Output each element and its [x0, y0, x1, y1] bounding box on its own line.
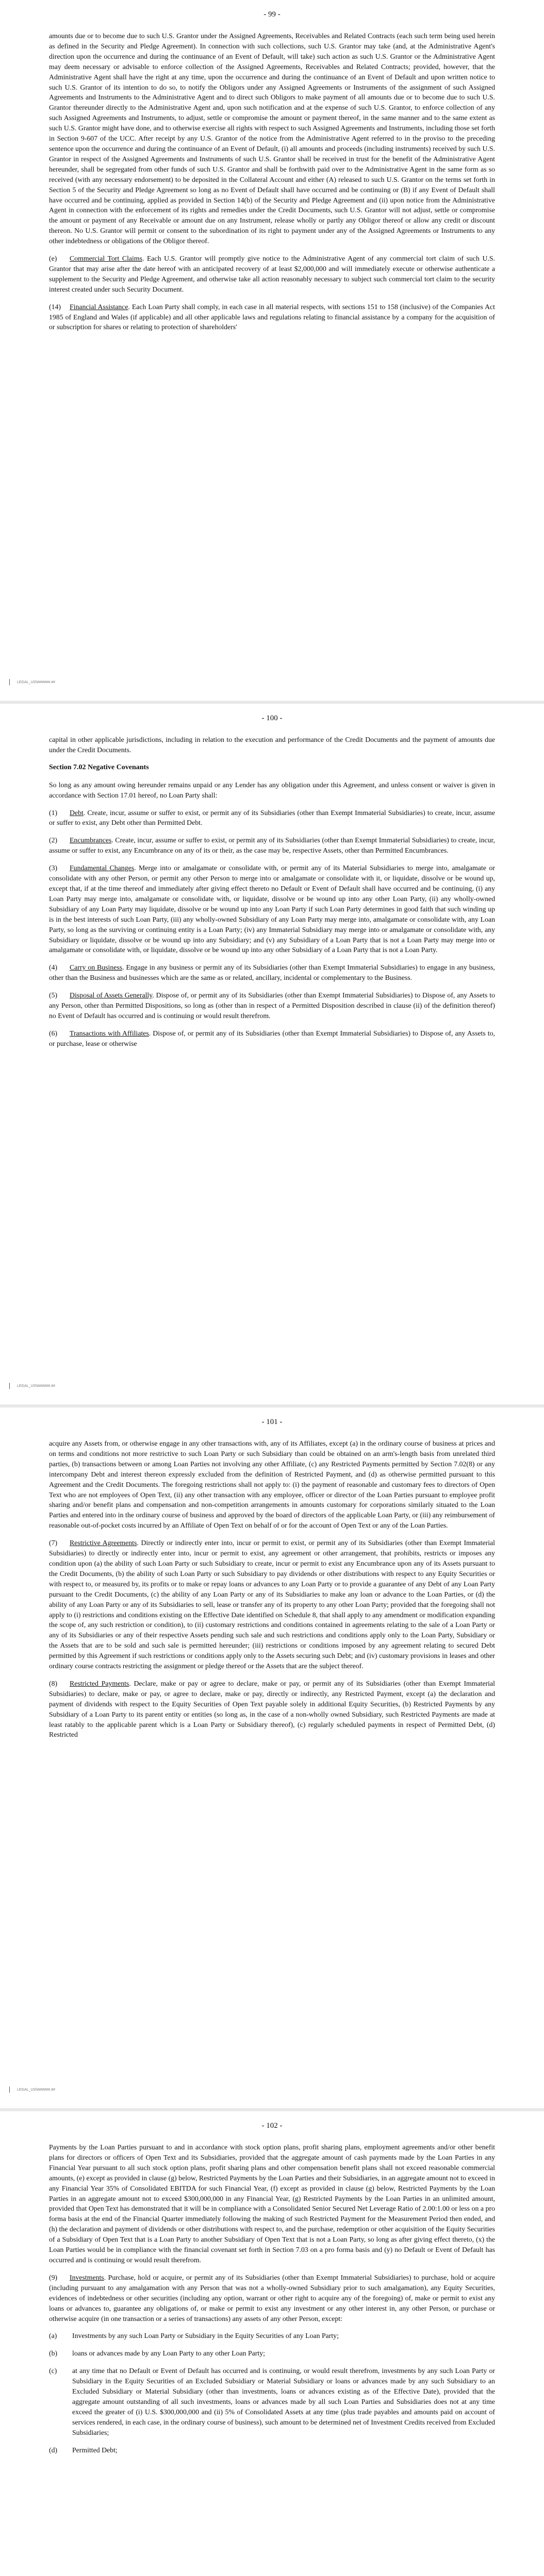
page-body: [49, 1438, 495, 1740]
clause-text: . Engage in any business or permit any of its Subsidiaries (other than Exempt Immaterial Subsidiaries) to engage in any business, other than the Business and businesses which are the same as or related, ancillary, incidental or complementary to the Business.: [49, 963, 495, 982]
clause-number: (e): [49, 255, 57, 263]
page-body: [49, 31, 495, 332]
clause-fundamental-changes: [49, 863, 495, 955]
clause-number: (6): [49, 1029, 58, 1037]
clause-heading: Debt: [70, 808, 84, 817]
page-number: - 100 -: [261, 714, 283, 722]
item-letter: (b): [49, 2349, 58, 2358]
clause-heading: Commercial Tort Claims: [70, 255, 142, 263]
clause-heading: Fundamental Changes: [70, 864, 135, 872]
clause-text: . Declare, make or pay or agree to declare, make or pay, or permit any of its Subsidiaries (other than Exempt Immaterial Subsidiaries) to declare, make or pay, or agree to declare, make or pay, directly or indirectly, any Restricted Payment, except (a) the declaration and payment of dividends with respect to the Equity Securities of Open Text payable solely in additional Equity Securities, (b) Restricted Payments by any Subsidiary of a Loan Party to its parent entity or entities (so long as, in the case of a non-wholly owned Subsidiary, such Restricted Payments are made at least ratably to the applicable parent which is a Loan Party or Subsidiary thereof), (c) regularly scheduled payments in respect of Permitted Debt, (d) Restricted: [49, 1679, 495, 1739]
page-footer: [9, 2087, 55, 2093]
section-heading: Section 7.02 Negative Covenants: [49, 763, 149, 771]
item-text: Permitted Debt;: [72, 2446, 118, 2454]
paragraph: acquire any Assets from, or otherwise engage in any other transactions with, any of its Affiliates, except (a) in the ordinary course of business at prices and on terms and conditions not more restrictive to such Loan Party or such Subsidiary than could be obtained on an arm's-length basis from unrelated third parties, (b) transactions between or among Loan Parties not involving any other Affiliate, (c) any Restricted Payments permitted by Section 7.02(8) or any intercompany Debt and interest thereon expressly excluded from the definition of Restricted Payment, and (d) as otherwise permitted pursuant to this Agreement and the Credit Documents. The foregoing restrictions shall not apply to: (i) the payment of reasonable and customary fees to directors of Open Text who are not employees of Open Text, (ii) any other transaction with any employee, officer or director of the Loan Parties pursuant to employee profit sharing and/or benefit plans and compensation and non-competition arrangements in amounts customary for corporations similarly situated to the Loan Parties and entered into in the ordinary course of business and approved by the board of directors of the applicable Loan Party, or (iii) any reimbursement of reasonable out-of-pocket costs incurred by an Affiliate of Open Text on behalf of or for the account of Open Text or any of the Loan Parties.: [49, 1439, 495, 1530]
clause-number: (5): [49, 991, 58, 999]
paragraph: So long as any amount owing hereunder remains unpaid or any Lender has any obligation under this Agreement, and unless consent or waiver is given in accordance with Section 17.01 hereof, no Loan Party shall:: [49, 781, 495, 799]
document-page: [0, 1408, 544, 2108]
page-number: - 102 -: [261, 2122, 283, 2130]
clause-number: (7): [49, 1539, 58, 1547]
clause-number: (14): [49, 302, 61, 311]
clause-debt: [49, 808, 495, 828]
clause-number: (8): [49, 1679, 58, 1687]
clause-heading: Transactions with Affiliates: [70, 1029, 149, 1037]
clause-text: . Dispose of, or permit any of its Subsidiaries (other than Exempt Immaterial Subsidiaries) to Dispose of, any Assets to, or purchase, lease or otherwise: [49, 1029, 495, 1047]
clause-financial-assistance: [49, 302, 495, 333]
item-letter: (a): [49, 2332, 57, 2340]
page-footer: [9, 1383, 55, 1389]
clause-commercial-tort-claims: [49, 253, 495, 295]
clause-heading: Restrictive Agreements: [70, 1539, 137, 1547]
clause-text: . Purchase, hold or acquire, or permit any of its Subsidiaries (other than Exempt Immaterial Subsidiaries) to purchase, hold or acquire (including pursuant to any amalgamation with any Person that was not a wholly-owned Subsidiary prior to such amalgamation), any Equity Securities, evidences of indebtedness or other securities (including any option, warrant or other right to acquire any of the foregoing) of, make or permit to exist any loans or advances to, guarantee any obligations of, or make or permit to exist any investment or any other interest in, any other Person, or purchase or otherwise acquire (in one transaction or a series of transactions) any assets of any other Person, except:: [49, 2273, 495, 2323]
item-letter: (c): [49, 2367, 57, 2375]
document-page: [0, 704, 544, 1404]
page-body: [49, 735, 495, 1049]
page-body: [49, 2142, 495, 2455]
clause-transactions-with-affiliates: [49, 1028, 495, 1049]
paragraph: amounts due or to become due to such U.S. Grantor under the Assigned Agreements, Receivables and Related Contracts (each such term being used herein as defined in the Security and Pledge Agreement). In connection with such collections, such U.S. Grantor may take (and, at the Administrative Agent's direction upon the occurrence and during the continuance of an Event of Default, will take) such action as such U.S. Grantor or the Administrative Agent may deem necessary or advisable to enforce collection of the Assigned Agreements, Receivables and Related Contracts; provided, however, that the Administrative Agent shall have the right at any time, upon the occurrence and during the continuance of an Event of Default and upon written notice to such U.S. Grantor of its intention to do so, to notify the Obligors under any Assigned Agreements or Instruments of the assignment of such Assigned Agreements and Instruments to the Administrative Agent and to direct such Obligors to make payment of all amounts due or to become due to such U.S. Grantor thereunder directly to the Administrative Agent and, upon such notification and at the expense of such U.S. Grantor, to enforce collection of any such Assigned Agreements and Instruments, to adjust, settle or compromise the amount or payment thereof, in the same manner and to the same extent as such U.S. Grantor might have done, and to otherwise exercise all rights with respect to such Assigned Agreements and Instruments, including those set forth in Section 9-607 of the UCC. After receipt by any U.S. Grantor of the notice from the Administrative Agent referred to in the proviso to the preceding sentence upon the occurrence and during the continuance of an Event of Default, (i) all amounts and proceeds (including instruments) received by such U.S. Grantor in respect of the Assigned Agreements and Instruments of such U.S. Grantor shall be received in trust for the benefit of the Administrative Agent hereunder, shall be segregated from other funds of such U.S. Grantor and shall be forthwith paid over to the Administrative Agent in the same form as so received (with any necessary endorsement) to be deposited in the Collateral Account and either (A) released to such U.S. Grantor on the terms set forth in Section 5 of the Security and Pledge Agreement so long as no Event of Default shall have occurred and be continuing or (B) if any Event of Default shall have occurred and be continuing, applied as provided in Section 14(b) of the Security and Pledge Agreement and (ii) upon notice from the Administrative Agent in connection with the enforcement of its rights and remedies under the Credit Documents, such U.S. Grantor will not adjust, settle or compromise the amount or payment of any Receivable or amount due on any Instrument, release wholly or partly any Obligor thereof or allow any credit or discount thereon. No U.S. Grantor will permit or consent to the subordination of its right to payment under any of the Assigned Agreements or Instruments to any other indebtedness or obligations of the Obligor thereof.: [49, 32, 495, 245]
margin-mark: [9, 679, 10, 685]
item-text: at any time that no Default or Event of Default has occurred and is continuing, or would result therefrom, investments by any such Loan Party or Subsidiary in the Equity Securities of an Excluded Subsidiary or Material Subsidiary or loans or advances made by any such Subsidiary to an Excluded Subsidiary or Material Subsidiary (other than investments, loans or advances existing as of the Effective Date), provided that the aggregate amount outstanding of all such investments, loans or advances made by all such Loan Parties and Subsidiaries does not at any time exceed the greater of (i) U.S. $300,000,000 and (ii) 5% of Consolidated Assets at any time (plus trade payables and amounts paid on account of services rendered, in each case, in the ordinary course of business), such amount to be determined net of Investment Credits received from Excluded Subsidiaries;: [72, 2367, 495, 2436]
item-text: loans or advances made by any Loan Party to any other Loan Party;: [72, 2349, 265, 2358]
page-number: - 101 -: [261, 1418, 283, 1426]
paragraph: capital in other applicable jurisdictions, including in relation to the execution and performance of the Credit Documents and the payment of amounts due under the Credit Documents.: [49, 736, 495, 754]
clause-heading: Carry on Business: [70, 963, 123, 972]
list-item: [49, 2366, 495, 2437]
clause-text: . Create, incur, assume or suffer to exist, or permit any of its Subsidiaries (other than Exempt Immaterial Subsidiaries) to create, incur, assume or suffer to exist, any Encumbrance on any of its or their, as the case may be, respective Assets, other than Permitted Encumbrances.: [49, 836, 495, 855]
clause-heading: Financial Assistance: [70, 302, 128, 311]
clause-text: . Dispose of, or permit any of its Subsidiaries (other than Exempt Immaterial Subsidiaries) to Dispose of, any Assets to any Person, other than Permitted Dispositions, so long as (other than in respect of a Permitted Disposition described in clause (ii) of the definition thereof) no Event of Default has occurred and is continuing or would result therefrom.: [49, 991, 495, 1020]
clause-heading: Disposal of Assets Generally: [70, 991, 153, 999]
page-number: - 99 -: [263, 10, 281, 19]
document-id: LEGAL_US\W#####.##: [17, 1384, 55, 1388]
clause-carry-on-business: [49, 962, 495, 983]
clause-text: . Create, incur, assume or suffer to exist, or permit any of its Subsidiaries (other than Exempt Immaterial Subsidiaries) to create, incur, assume or suffer to exist, any Debt other than Permitted Debt.: [49, 808, 495, 827]
clause-heading: Encumbrances: [70, 836, 112, 844]
clause-number: (2): [49, 836, 58, 844]
list-item: [49, 2348, 495, 2359]
clause-disposal-of-assets: [49, 990, 495, 1021]
page-footer: [9, 679, 55, 685]
paragraph: Payments by the Loan Parties pursuant to and in accordance with stock option plans, profit sharing plans, employment agreements and/or other benefit plans for directors or officers of Open Text and its Subsidiaries, provided that the aggregate amount of cash payments made by the Loan Parties in any Financial Year pursuant to all such stock option plans, profit sharing plans and other compensation benefit plans shall not exceed reasonable commercial amounts, (e) except as provided in clause (g) below, Restricted Payments by the Loan Parties and their Subsidiaries, in an aggregate amount not to exceed in any Financial Year 35% of Consolidated EBITDA for such Financial Year, (f) except as provided in clause (g) below, Restricted Payments by the Loan Parties in an aggregate amount not to exceed $300,000,000 in any Financial Year, (g) Restricted Payments by the Loan Parties in an unlimited amount, provided that Open Text has demonstrated that it will be in compliance with a Consolidated Senior Secured Net Leverage Ratio of 2.00:1.00 or less on a pro forma basis at the end of the Financial Quarter immediately following the making of such Restricted Payment for the Measurement Period then ended, and (h) the declaration and payment of dividends or other distributions with respect to, and the purchase, redemption or other acquisition of the Equity Securities of a Subsidiary of Open Text that is a Loan Party to another Subsidiary of Open Text that is not a Loan Party, so long as after giving effect thereto, (x) the Loan Parties would be in compliance with the financial covenant set forth in Section 7.03 on a pro forma basis and (y) no Default or Event of Default has occurred and is continuing or would result therefrom.: [49, 2143, 495, 2264]
list-item: [49, 2445, 495, 2455]
clause-encumbrances: [49, 835, 495, 856]
clause-text: . Each U.S. Grantor will promptly give notice to the Administrative Agent of any commercial tort claim of such U.S. Grantor that may arise after the date hereof with an anticipated recovery of at least $2,000,000 and will immediately execute or otherwise authenticate a supplement to the Security and Pledge Agreement, and otherwise take all action reasonably necessary to subject such commercial tort claim to the security interest created under such Security Document.: [49, 255, 496, 293]
item-text: Investments by any such Loan Party or Subsidiary in the Equity Securities of any Loan Party;: [72, 2332, 339, 2340]
clause-number: (9): [49, 2273, 58, 2281]
clause-heading: Restricted Payments: [70, 1679, 129, 1687]
margin-mark: [9, 1383, 10, 1389]
clause-investments: [49, 2273, 495, 2324]
list-item: [49, 2331, 495, 2341]
clause-number: (4): [49, 963, 58, 972]
document-id: LEGAL_US\W#####.##: [17, 2088, 55, 2092]
clause-text: . Each Loan Party shall comply, in each case in all material respects, with sections 151 to 158 (inclusive) of the Companies Act 1985 of England and Wales (if applicable) and all other applicable laws and regulations relating to financial assistance by a company for the acquisition of or subscription for shares or relating to protection of shareholders': [49, 302, 495, 331]
margin-mark: [9, 2087, 10, 2093]
clause-text: . Directly or indirectly enter into, incur or permit to exist, or permit any of its Subsidiaries (other than Exempt Immaterial Subsidiaries) to directly or indirectly enter into, incur or permit to exist, any agreement or other arrangement, that prohibits, restricts or imposes any condition upon (a) the ability of such Loan Party or such Subsidiary to create, incur or permit to exist any Encumbrance upon any of its Assets pursuant to the Credit Documents, (b) the ability of such Loan Party or such Subsidiary to pay dividends or other distributions with respect to any Equity Securities or with respect to, or measured by, its profits or to make or repay loans or advances to any Loan Party or to provide a guarantee of any Debt of any Loan Party pursuant to the Credit Documents, (c) the ability of any Loan Party or any of its Subsidiaries to make any loan or advance to the Loan Parties, or (d) the ability of any Loan Party or any of its Subsidiaries to sell, lease or transfer any of its property to any other Loan Party; provided that the foregoing shall not apply to (i) restrictions and conditions existing on the Effective Date identified on Schedule 8, that shall apply to any amendment or modification expanding the scope of, any such restriction or condition), to (ii) customary restrictions and conditions contained in agreements relating to the sale of a Loan Party or any of its Subsidiaries or any of their respective Assets pending such sale and such restrictions and conditions apply only to the Loan Party, Subsidiary or the Assets that are to be sold and such sale is permitted hereunder; (iii) restrictions or conditions imposed by any agreement relating to secured Debt permitted by this Agreement if such restrictions or conditions apply only to the Assets securing such Debt; and (iv) customary provisions in leases and other ordinary course contracts restricting the assignment or pledge thereof or the Assets that are the subject thereof.: [49, 1539, 495, 1670]
clause-heading: Investments: [70, 2273, 104, 2281]
document-id: LEGAL_US\W#####.##: [17, 680, 55, 684]
clause-number: (1): [49, 808, 58, 817]
item-letter: (d): [49, 2446, 58, 2454]
clause-number: (3): [49, 864, 58, 872]
clause-text: . Merge into or amalgamate or consolidate with, or permit any of its Material Subsidiaries to merge into, amalgamate or consolidate with any other Person, or permit any other Person to merge into or amalgamate or consolidate with it, or liquidate, dissolve or be wound up, except that, if at the time thereof and immediately after giving effect thereto no Default or Event of Default shall have occurred and be continuing, (i) any Loan Party may merge into, amalgamate or consolidate with, or liquidate, dissolve or be wound up into any other Loan Party, (ii) any wholly-owned Subsidiary of any Loan Party may liquidate, dissolve or be wound up into any Loan Party if such Loan Party determines in good faith that such winding up is in the best interests of such Loan Party, (iii) any wholly-owned Subsidiary of any Loan Party may merge into, amalgamate or consolidate with, any Loan Party, so long as the surviving or continuing entity is a Loan Party; (iv) any Immaterial Subsidiary may merge into or amalgamate or consolidate with, any Subsidiary or liquidate, dissolve or be wound up into any Subsidiary; and (v) any Subsidiary of a Loan Party that is not a Loan Party may merge into or amalgamate or consolidate with, or liquidate, dissolve or be wound up into any other Subsidiary of a Loan Party that is not a Loan Party.: [49, 864, 496, 954]
document-page: [0, 0, 544, 701]
clause-restrictive-agreements: [49, 1538, 495, 1671]
document-page: [0, 2111, 544, 2576]
clause-restricted-payments: [49, 1679, 495, 1740]
